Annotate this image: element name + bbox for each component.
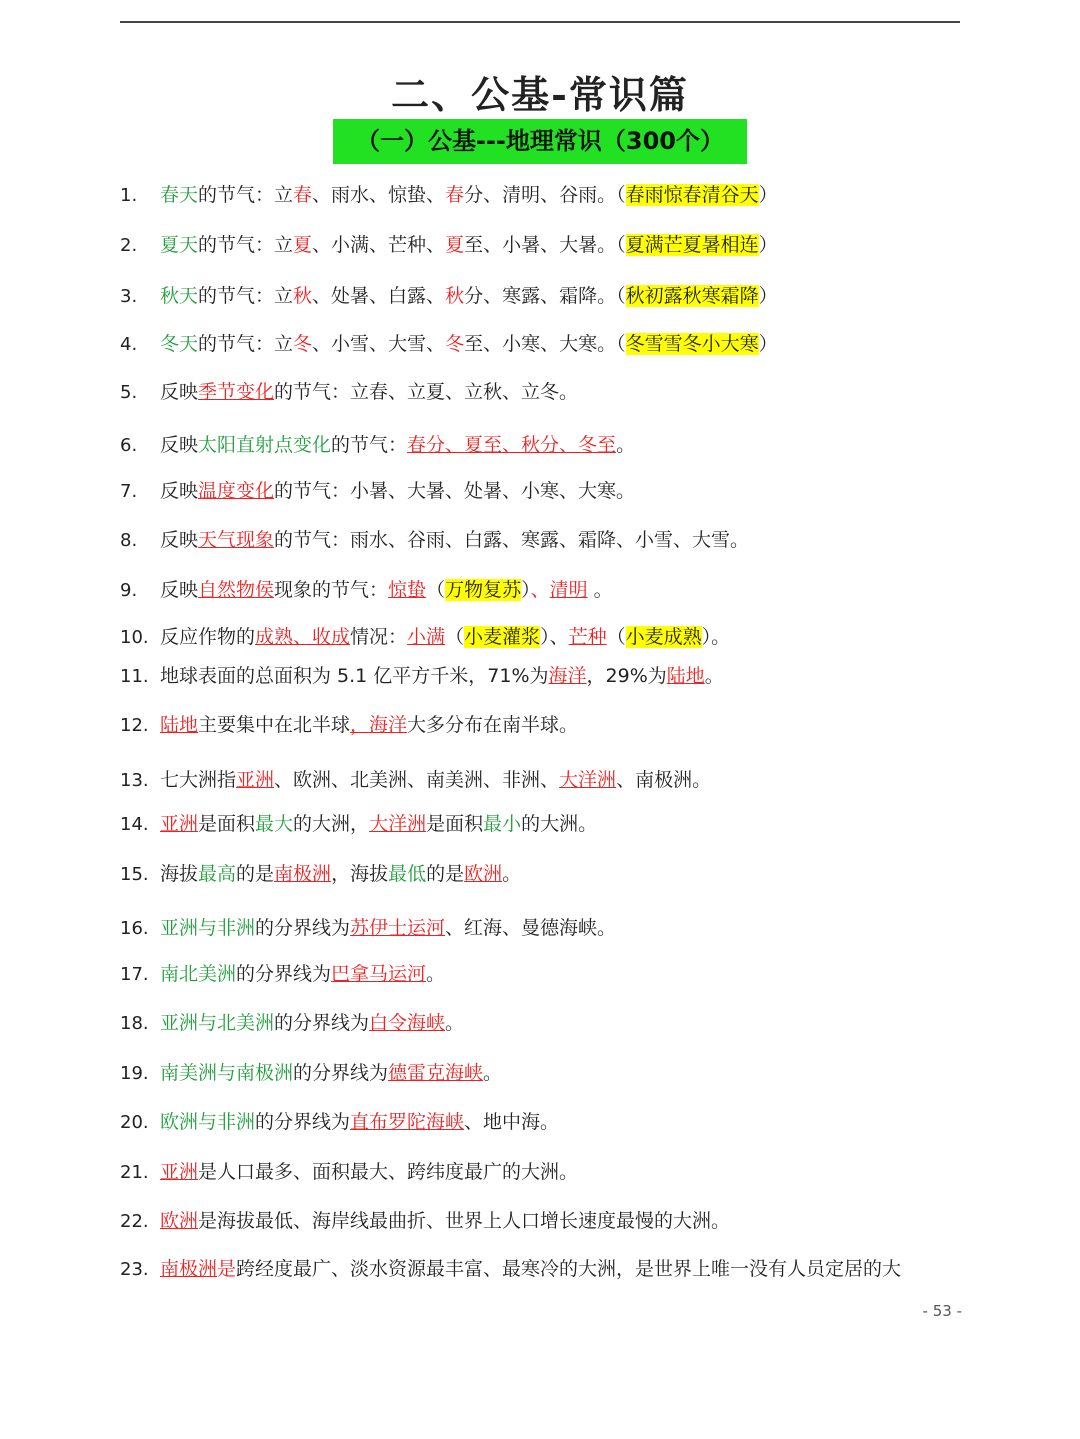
item-text-segment: 小满 bbox=[407, 626, 446, 648]
item-text-segment: 温度变化 bbox=[198, 480, 275, 502]
item-text-segment: 秋 bbox=[293, 285, 313, 307]
item-text-segment: 、南极洲。 bbox=[616, 769, 712, 791]
item-text-segment: ，海拔 bbox=[331, 863, 389, 885]
list-item bbox=[120, 859, 980, 889]
item-text-segment: 亚洲与非洲 bbox=[160, 917, 256, 939]
item-text-segment: 情况： bbox=[350, 626, 408, 648]
item-number: 15. bbox=[120, 864, 149, 885]
list-item bbox=[120, 1107, 980, 1137]
item-text-segment: 秋初露秋寒霜降 bbox=[625, 285, 759, 307]
item-text-segment: 的节气：雨水、谷雨、白露、寒露、霜降、小雪、大雪。 bbox=[274, 529, 750, 551]
item-text-segment: 亚洲 bbox=[160, 813, 199, 835]
list-item bbox=[120, 809, 980, 839]
item-text-segment: 南美洲与南极洲 bbox=[160, 1062, 294, 1084]
item-text-segment: 最高 bbox=[198, 863, 237, 885]
item-text-segment: 的是 bbox=[236, 863, 275, 885]
item-text-segment: 小麦灌浆 bbox=[464, 626, 541, 648]
item-number: 11. bbox=[120, 666, 149, 687]
item-text-segment: 的节气： bbox=[331, 434, 408, 456]
item-number: 6. bbox=[120, 435, 138, 456]
item-text-segment: ） bbox=[521, 579, 531, 601]
item-number: 7. bbox=[120, 481, 138, 502]
item-text-segment: 亚洲与北美洲 bbox=[160, 1012, 275, 1034]
item-text-segment: 跨经度最广、淡水资源最丰富、最寒冷的大洲，是世界上唯一没有人员定居的大 bbox=[236, 1258, 902, 1280]
item-text-segment: 、欧洲、北美洲、南美洲、非洲、 bbox=[274, 769, 560, 791]
item-text-segment: 。 bbox=[704, 665, 724, 687]
item-text-segment: 海拔 bbox=[160, 863, 199, 885]
item-text-segment: 惊蛰 bbox=[388, 579, 427, 601]
item-text-segment: 是 bbox=[217, 1258, 237, 1280]
item-text-segment: 小麦成熟 bbox=[625, 626, 702, 648]
item-text-segment: 分、清明、谷雨。（ bbox=[464, 184, 626, 206]
item-text-segment: 分、寒露、霜降。（ bbox=[464, 285, 626, 307]
item-text-segment: 、地中海。 bbox=[464, 1111, 560, 1133]
list-item bbox=[120, 1206, 980, 1236]
item-text-segment: 最小 bbox=[483, 813, 522, 835]
item-text-segment: 直布罗陀海峡 bbox=[350, 1111, 465, 1133]
item-text-segment: 天气现象 bbox=[198, 529, 275, 551]
item-number: 23. bbox=[120, 1259, 149, 1280]
item-text-segment: 冬天 bbox=[160, 333, 199, 355]
item-text-segment: 夏天 bbox=[160, 234, 199, 256]
item-text-segment: 白令海峡 bbox=[369, 1012, 446, 1034]
item-text-segment: 主要集中在北半球 bbox=[198, 714, 351, 736]
item-text-segment: 的节气：立春、立夏、立秋、立冬。 bbox=[274, 381, 579, 403]
item-text-segment: 德雷克海峡 bbox=[388, 1062, 484, 1084]
item-text-segment: 的节气：立 bbox=[198, 234, 294, 256]
item-number: 8. bbox=[120, 530, 138, 551]
item-text-segment: 、雨水、惊蛰、 bbox=[312, 184, 446, 206]
item-number: 17. bbox=[120, 964, 149, 985]
item-text-segment: 欧洲 bbox=[160, 1210, 199, 1232]
item-text-segment: ） bbox=[758, 285, 778, 307]
item-text-segment: 。 bbox=[587, 579, 613, 601]
item-text-segment: 的分界线为 bbox=[274, 1012, 370, 1034]
item-text-segment: 至、小暑、大暑。（ bbox=[464, 234, 626, 256]
item-text-segment: 、小雪、大雪、 bbox=[312, 333, 446, 355]
item-text-segment: 万物复苏 bbox=[445, 579, 522, 601]
list-item bbox=[120, 281, 980, 311]
item-text-segment: 春 bbox=[445, 184, 465, 206]
item-text-segment: 南北美洲 bbox=[160, 963, 237, 985]
item-text-segment: （ bbox=[445, 626, 465, 648]
page-number: - 53 - bbox=[922, 1302, 962, 1320]
item-number: 14. bbox=[120, 814, 149, 835]
item-text-segment: 春雨惊春清谷天 bbox=[625, 184, 759, 206]
item-text-segment: 春 bbox=[293, 184, 313, 206]
list-item bbox=[120, 230, 980, 260]
item-text-segment: 亚洲 bbox=[160, 1161, 199, 1183]
item-text-segment: ） bbox=[758, 333, 778, 355]
item-text-segment: 最大 bbox=[255, 813, 294, 835]
item-text-segment: 七大洲指 bbox=[160, 769, 237, 791]
item-text-segment: 。 bbox=[445, 1012, 465, 1034]
item-text-segment: ） bbox=[758, 184, 778, 206]
item-text-segment: 清明 bbox=[549, 579, 588, 601]
item-text-segment: 。 bbox=[616, 434, 636, 456]
list-item bbox=[120, 1058, 980, 1088]
item-number: 12. bbox=[120, 715, 149, 736]
item-text-segment: 海洋 bbox=[548, 665, 587, 687]
item-text-segment: 苏伊士运河 bbox=[350, 917, 446, 939]
item-text-segment: 南极洲 bbox=[160, 1258, 218, 1280]
item-text-segment: 是面积 bbox=[198, 813, 256, 835]
item-text-segment: 的分界线为 bbox=[236, 963, 332, 985]
item-number: 1. bbox=[120, 185, 138, 206]
item-text-segment: 的节气：立 bbox=[198, 333, 294, 355]
item-text-segment: 的大洲， bbox=[293, 813, 370, 835]
item-number: 5. bbox=[120, 382, 138, 403]
item-text-segment: 现象的节气： bbox=[274, 579, 389, 601]
section-subtitle: （一）公基---地理常识（300个） bbox=[333, 119, 747, 164]
item-text-segment: 冬 bbox=[445, 333, 465, 355]
item-text-segment: 地球表面的总面积为 5.1 亿平方千米，71%为 bbox=[160, 665, 549, 687]
item-text-segment: 反映 bbox=[160, 434, 199, 456]
item-text-segment: 秋天 bbox=[160, 285, 199, 307]
item-text-segment: 巴拿马运河 bbox=[331, 963, 427, 985]
item-text-segment: 芒种 bbox=[568, 626, 607, 648]
item-text-segment: 冬 bbox=[293, 333, 313, 355]
list-item bbox=[120, 1008, 980, 1038]
item-text-segment: 反映 bbox=[160, 381, 199, 403]
item-text-segment: 反映 bbox=[160, 480, 199, 502]
item-text-segment: 大洋洲 bbox=[559, 769, 617, 791]
item-text-segment: ） bbox=[758, 234, 778, 256]
item-text-segment: 是人口最多、面积最大、跨纬度最广的大洲。 bbox=[198, 1161, 579, 1183]
list-item bbox=[120, 959, 980, 989]
page-title: 二、公基-常识篇 bbox=[391, 72, 689, 117]
item-text-segment: 的分界线为 bbox=[255, 1111, 351, 1133]
list-item bbox=[120, 329, 980, 359]
list-item bbox=[120, 575, 980, 605]
item-text-segment: 、小满、芒种、 bbox=[312, 234, 446, 256]
item-number: 9. bbox=[120, 580, 138, 601]
item-text-segment: 的分界线为 bbox=[255, 917, 351, 939]
item-number: 18. bbox=[120, 1013, 149, 1034]
item-text-segment: 欧洲与非洲 bbox=[160, 1111, 256, 1133]
item-text-segment: 。 bbox=[483, 1062, 503, 1084]
item-number: 2. bbox=[120, 235, 138, 256]
item-text-segment: 冬雪雪冬小大寒 bbox=[625, 333, 759, 355]
item-text-segment: 季节变化 bbox=[198, 381, 275, 403]
item-text-segment: 夏 bbox=[445, 234, 465, 256]
item-text-segment: 最低 bbox=[388, 863, 427, 885]
item-number: 13. bbox=[120, 770, 149, 791]
item-text-segment: 自然物侯 bbox=[198, 579, 275, 601]
item-text-segment: 是面积 bbox=[426, 813, 484, 835]
item-text-segment: 。 bbox=[426, 963, 446, 985]
item-number: 22. bbox=[120, 1211, 149, 1232]
item-text-segment: 欧洲 bbox=[464, 863, 503, 885]
list-item bbox=[120, 622, 980, 652]
list-item bbox=[120, 430, 980, 460]
item-text-segment: 夏满芒夏暑相连 bbox=[625, 234, 759, 256]
list-item bbox=[120, 765, 980, 795]
item-text-segment: 的节气：小暑、大暑、处暑、小寒、大寒。 bbox=[274, 480, 636, 502]
item-text-segment: ，29%为 bbox=[586, 665, 667, 687]
item-number: 10. bbox=[120, 627, 149, 648]
item-text-segment: 。 bbox=[502, 863, 522, 885]
list-item bbox=[120, 710, 980, 740]
item-text-segment: 陆地 bbox=[160, 714, 199, 736]
item-text-segment: 、红海、曼德海峡。 bbox=[445, 917, 617, 939]
item-text-segment: 至、小寒、大寒。（ bbox=[464, 333, 626, 355]
item-text-segment: 的节气：立 bbox=[198, 184, 294, 206]
list-item bbox=[120, 476, 980, 506]
list-item bbox=[120, 525, 980, 555]
item-text-segment: 、处暑、白露、 bbox=[312, 285, 446, 307]
item-text-segment: ）、 bbox=[540, 626, 569, 648]
list-item bbox=[120, 1254, 980, 1284]
item-number: 19. bbox=[120, 1063, 149, 1084]
item-text-segment: 的分界线为 bbox=[293, 1062, 389, 1084]
item-text-segment: （ bbox=[606, 626, 626, 648]
item-text-segment: 秋 bbox=[445, 285, 465, 307]
item-number: 20. bbox=[120, 1112, 149, 1133]
item-text-segment: 成熟、收成 bbox=[255, 626, 351, 648]
item-text-segment: 是海拔最低、海岸线最曲折、世界上人口增长速度最慢的大洲。 bbox=[198, 1210, 731, 1232]
item-text-segment: 春天 bbox=[160, 184, 199, 206]
list-item bbox=[120, 913, 980, 943]
item-text-segment: 太阳直射点变化 bbox=[198, 434, 332, 456]
item-text-segment: （ bbox=[426, 579, 446, 601]
item-text-segment: ）。 bbox=[701, 626, 731, 648]
item-text-segment: ，海洋 bbox=[350, 714, 408, 736]
item-text-segment: 的是 bbox=[426, 863, 465, 885]
item-number: 3. bbox=[120, 286, 138, 307]
list-item bbox=[120, 180, 980, 210]
item-text-segment: 亚洲 bbox=[236, 769, 275, 791]
item-text-segment: 的大洲。 bbox=[521, 813, 598, 835]
list-item bbox=[120, 661, 980, 691]
item-text-segment: 陆地 bbox=[666, 665, 705, 687]
item-text-segment: 反映 bbox=[160, 579, 199, 601]
item-number: 21. bbox=[120, 1162, 149, 1183]
item-text-segment: 大洋洲 bbox=[369, 813, 427, 835]
item-text-segment: 春分、夏至、秋分、冬至 bbox=[407, 434, 617, 456]
item-text-segment: 的节气：立 bbox=[198, 285, 294, 307]
item-text-segment: 反映 bbox=[160, 529, 199, 551]
item-number: 16. bbox=[120, 918, 149, 939]
list-item bbox=[120, 377, 980, 407]
item-text-segment: 大多分布在南半球。 bbox=[407, 714, 579, 736]
list-item bbox=[120, 1157, 980, 1187]
item-text-segment: 反应作物的 bbox=[160, 626, 256, 648]
item-text-segment: 、 bbox=[530, 579, 550, 601]
item-text-segment: 南极洲 bbox=[274, 863, 332, 885]
item-number: 4. bbox=[120, 334, 138, 355]
item-text-segment: 夏 bbox=[293, 234, 313, 256]
